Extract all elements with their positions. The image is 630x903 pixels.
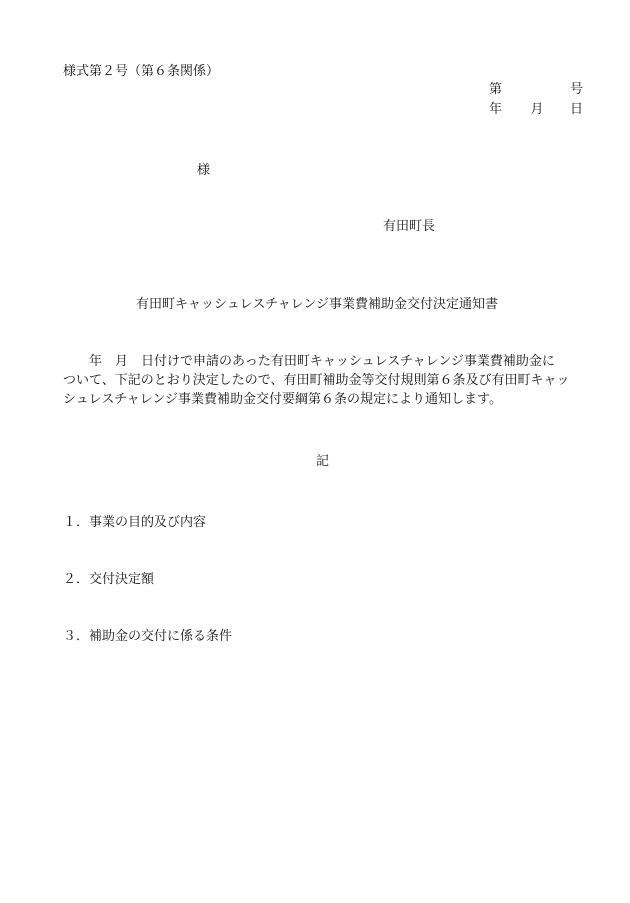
body-line: 年 月 日付けで申請のあった有田町キャッシュレスチャレンジ事業費補助金に [89, 354, 555, 369]
addressee: 様 [197, 163, 211, 178]
document-number-line [489, 81, 583, 99]
body-line: シュレスチャレンジ事業費補助金交付要綱第６条の規定により通知します。 [63, 392, 503, 407]
body-paragraph [63, 352, 585, 409]
issuer: 有田町長 [383, 219, 436, 234]
date-line [489, 101, 583, 119]
date-year: 年 [489, 102, 503, 117]
date-month: 月 [530, 102, 544, 117]
ki-heading: 記 [316, 454, 330, 469]
list-item: ３．補助金の交付に係る条件 [63, 629, 233, 644]
body-line: ついて、下記のとおり決定したので、有田町補助金等交付規則第６条及び有田町キャッ [63, 373, 570, 388]
number-prefix: 第 [489, 82, 503, 97]
list-item: １．事業の目的及び内容 [63, 515, 207, 530]
number-suffix: 号 [569, 82, 583, 97]
form-label: 様式第２号（第６条関係） [63, 64, 220, 79]
document-title: 有田町キャッシュレスチャレンジ事業費補助金交付決定通知書 [136, 297, 499, 312]
date-day: 日 [569, 102, 583, 117]
list-item: ２．交付決定額 [63, 572, 155, 587]
